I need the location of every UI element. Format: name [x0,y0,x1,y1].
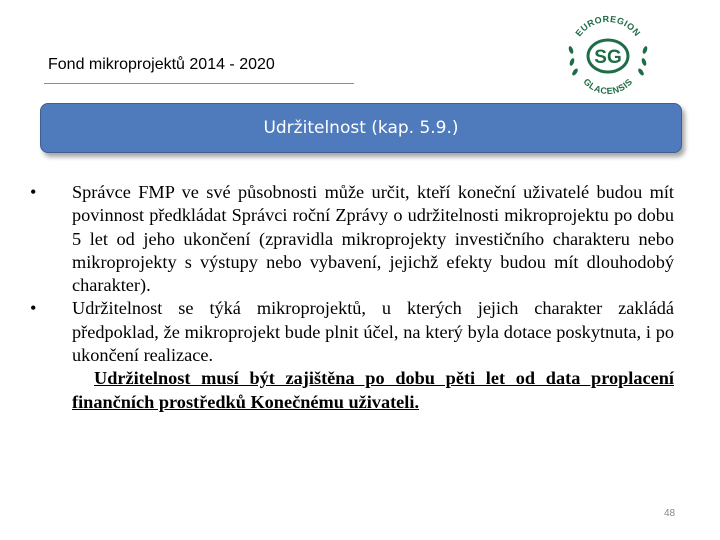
euroregion-glacensis-logo [562,10,654,102]
header-title: Fond mikroprojektů 2014 - 2020 [48,56,275,73]
bullet-marker: • [30,298,37,319]
bullet-item [30,181,674,297]
bullet-item [30,297,674,367]
bullet-marker: • [30,182,37,202]
bullet-text: Správce FMP ve své působnosti může určit, kteří koneční uživatelé budou mít povinnost předkládat Správci roční Zprávy o udržitelnosti mikroprojektu po dobu 5 let od jeho ukončení (zpravidla mikroprojekty investičního charakteru nebo mikroprojekty s výstupy nebo vybavení, jejichž efekty budou mít dlouhodobý charakter). [72,182,674,296]
header-divider [44,83,354,84]
page-number: 48 [664,508,676,519]
svg-text:EUROREGION [573,14,642,38]
section-banner [40,103,682,153]
emphasis-text: Udržitelnost musí být zajištěna po dobu pěti let od data proplacení finančních prostředků Konečnému uživateli. [72,368,674,412]
logo-bottom-text: GLACENSIS [581,76,635,97]
logo-top-text: EUROREGION [573,13,643,39]
bullet-text: Udržitelnost se týká mikroprojektů, u kterých jejich charakter zakládá předpoklad, že mikroprojekt bude plnit účel, na který byla dotace poskytnuta, i po ukončení realizace. [72,298,674,366]
slide-body [30,181,674,414]
svg-text:GLACENSIS [582,77,635,97]
logo-monogram: SG [594,47,622,68]
section-title: Udržitelnost (kap. 5.9.) [263,118,459,138]
